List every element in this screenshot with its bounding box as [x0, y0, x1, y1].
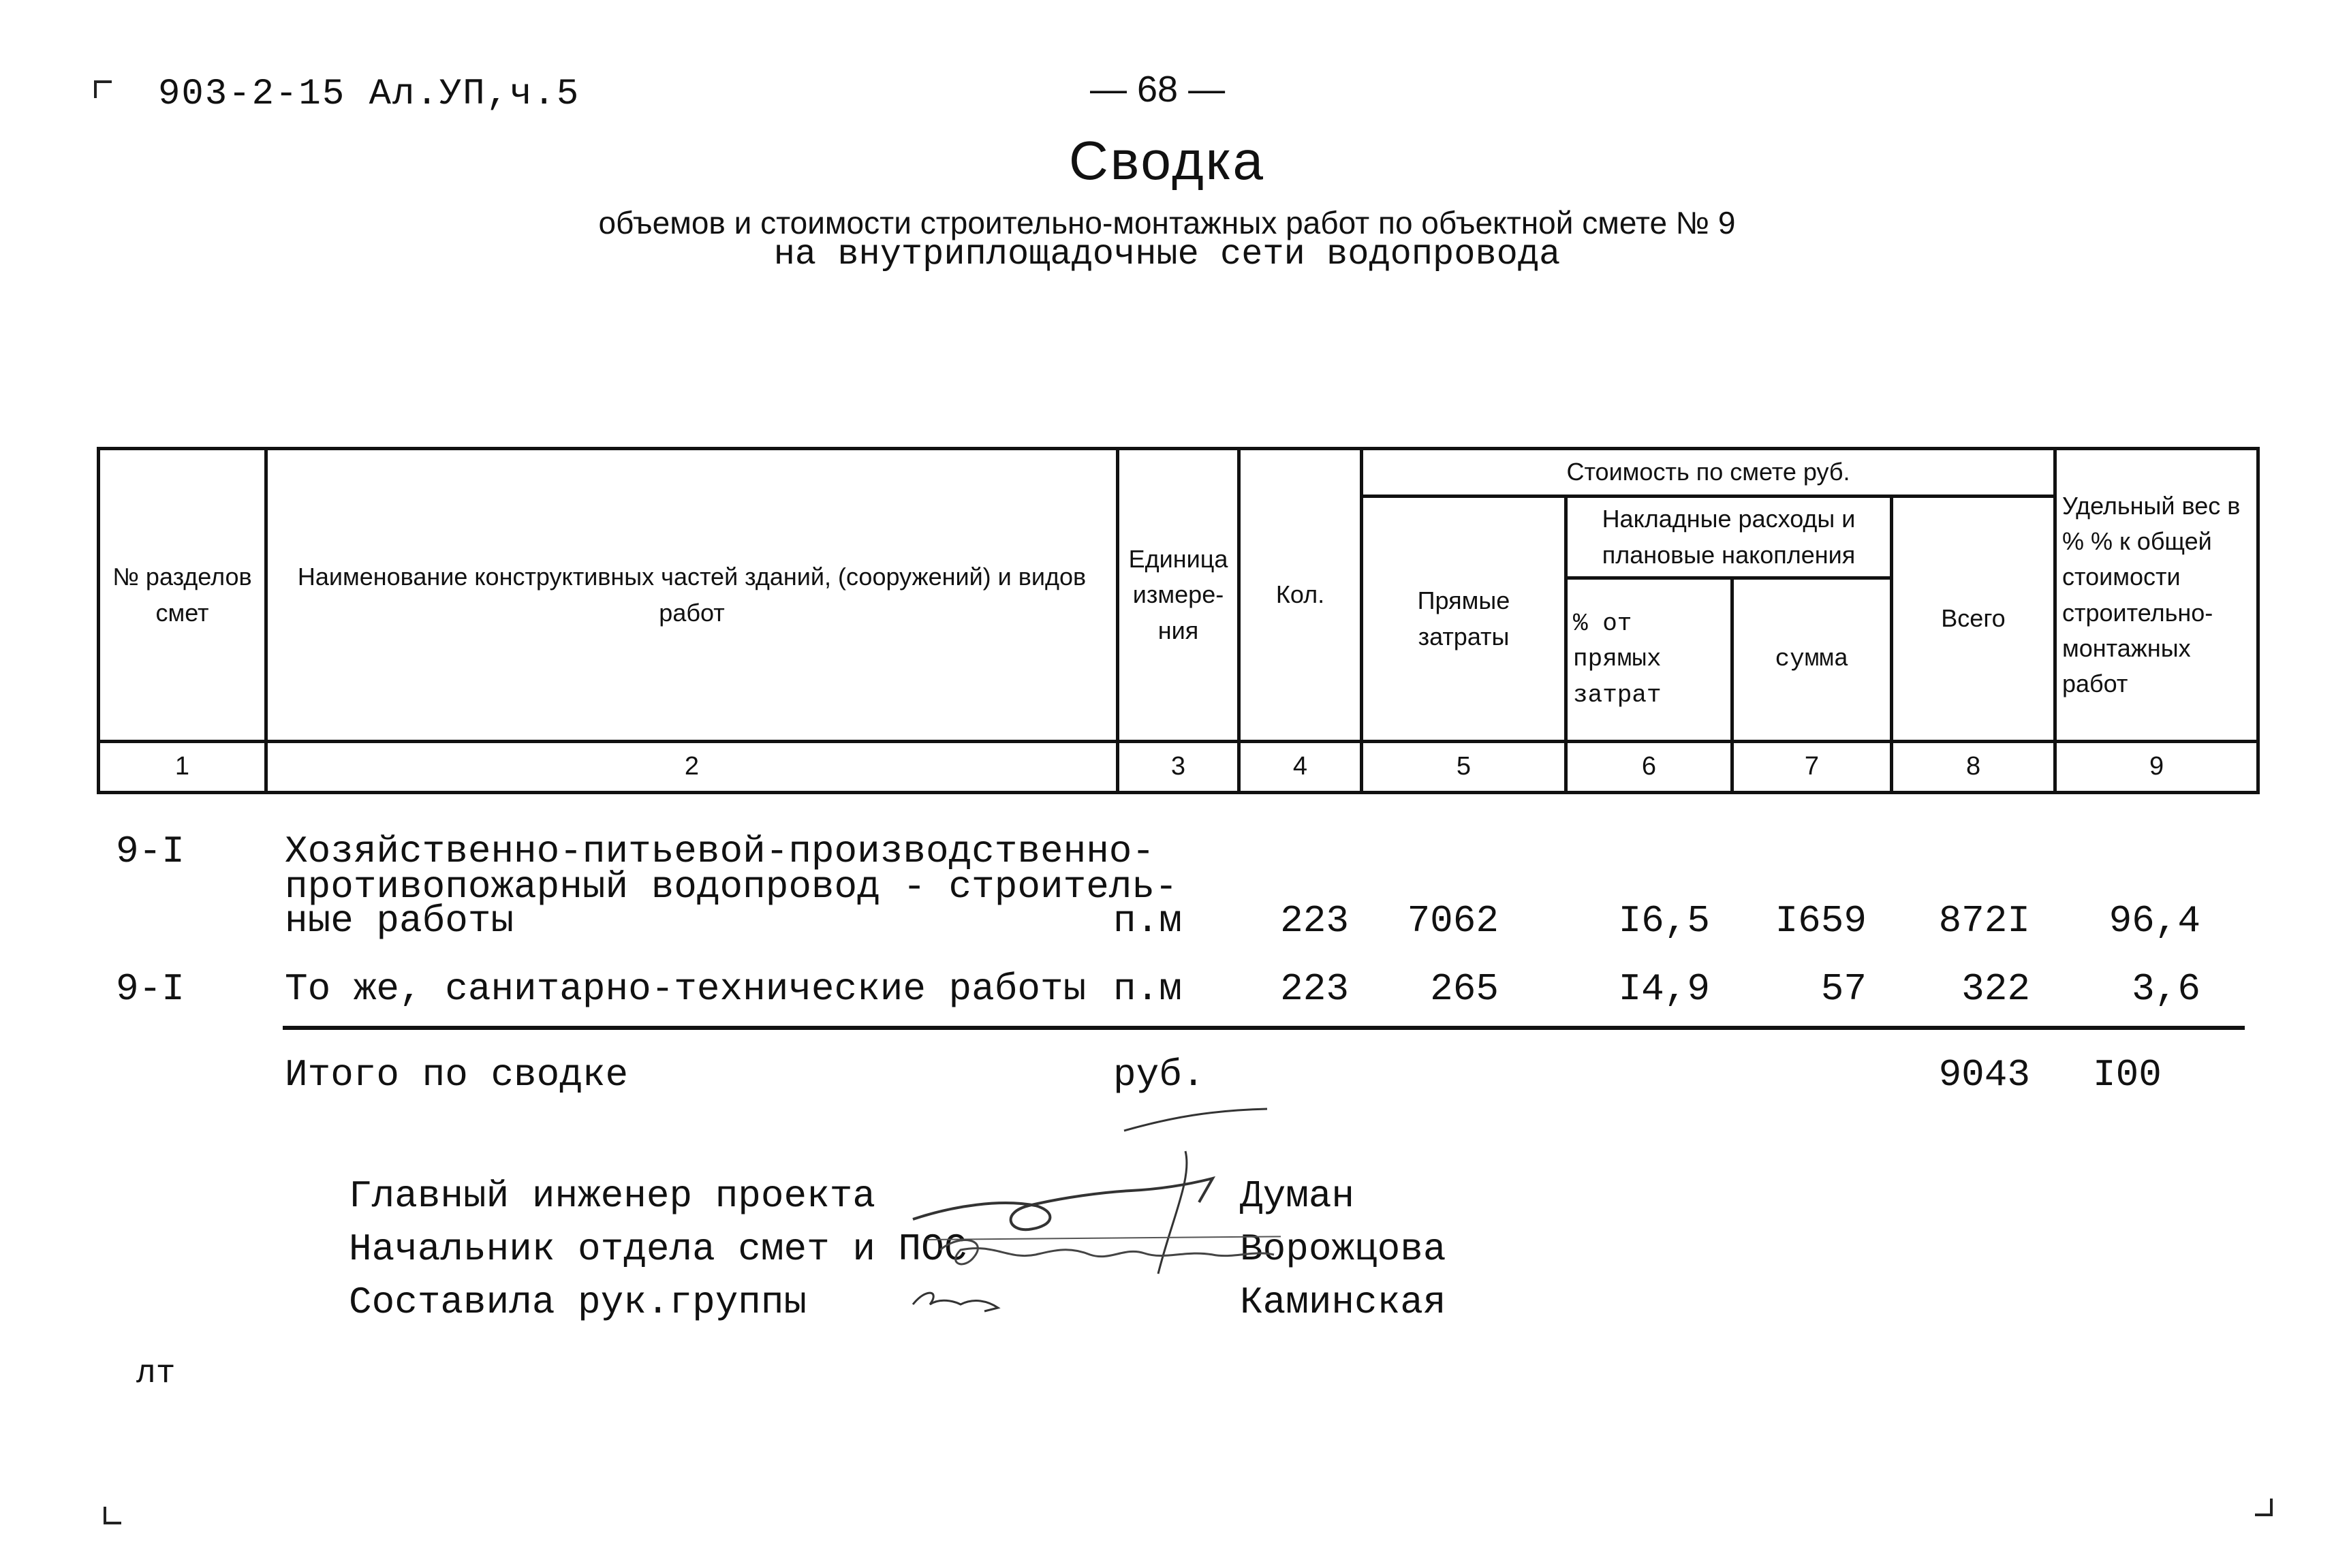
header-name: Наименование конструктивных частей зданий, (сооружений) и видов работ: [266, 449, 1118, 742]
total-divider: [283, 1026, 2245, 1030]
header-percent: % от прямых затрат: [1566, 578, 1732, 742]
page-title: Сводка: [1068, 130, 1266, 191]
signer-name: Ворожцова: [1240, 1227, 1446, 1271]
header-col-number: 3: [1118, 742, 1239, 793]
row-name: Хозяйственно-питьевой-производственно-: [285, 830, 1155, 873]
row-direct-costs: 7062: [1407, 899, 1499, 943]
page-subtitle-object: на внутриплощадочные сети водопровода: [773, 234, 1561, 275]
row-quantity: 223: [1280, 899, 1349, 943]
summary-table-header: [97, 447, 2260, 794]
header-col-number: 8: [1892, 742, 2055, 793]
page-number: — 68 —: [1090, 69, 1226, 110]
row-unit: п.м: [1113, 967, 1182, 1011]
row-quantity: 223: [1280, 967, 1349, 1011]
corner-mark-bottom-right: [2255, 1499, 2273, 1516]
row-unit: п.м: [1113, 899, 1182, 943]
row-percent: I6,5: [1618, 899, 1710, 943]
header-unit: Единица измере- ния: [1118, 449, 1239, 742]
row-name: То же, санитарно-технические работы: [285, 967, 1087, 1011]
document-code: 903-2-15 Ал.УП,ч.5: [158, 74, 580, 115]
row-sum: 57: [1820, 967, 1867, 1011]
header-col-number: 5: [1362, 742, 1566, 793]
header-overhead-group: Накладные расходы и плановые накопления: [1566, 497, 1892, 578]
header-quantity: Кол.: [1239, 449, 1362, 742]
row-weight: 3,6: [2132, 967, 2200, 1011]
row-sum: I659: [1775, 899, 1867, 943]
header-col-number: 2: [266, 742, 1118, 793]
header-direct-costs: Прямые затраты: [1362, 497, 1566, 742]
row-name: ные работы: [285, 899, 514, 943]
row-total: 322: [1961, 967, 2030, 1011]
header-col-number: 9: [2055, 742, 2258, 793]
footer-mark: лт: [136, 1355, 176, 1392]
summary-label: Итого по сводке: [285, 1053, 629, 1097]
header-section-number: № разделов смет: [99, 449, 266, 742]
header-sum: сумма: [1732, 578, 1892, 742]
row-section: 9-I: [116, 967, 185, 1011]
row-weight: 96,4: [2109, 899, 2200, 943]
header-col-number: 4: [1239, 742, 1362, 793]
page-subtitle: объемов и стоимости строительно-монтажных работ по объектной смете № 9: [598, 205, 1736, 240]
corner-mark-top-left: [94, 80, 112, 98]
header-total: Всего: [1892, 497, 2055, 742]
signer-role: Составила рук.группы: [349, 1281, 807, 1324]
signer-name: Думан: [1240, 1174, 1355, 1218]
signer-role: Начальник отдела смет и ПОС: [349, 1227, 967, 1271]
header-weight: Удельный вес в % % к общей стоимости строительно- монтажных работ: [2055, 449, 2258, 742]
summary-weight: I00: [2093, 1053, 2162, 1097]
row-section: 9-I: [116, 830, 185, 873]
row-direct-costs: 265: [1430, 967, 1499, 1011]
handwritten-signature: [899, 1103, 1281, 1321]
corner-mark-bottom-left: [104, 1507, 121, 1524]
row-percent: I4,9: [1618, 967, 1710, 1011]
signer-role: Главный инженер проекта: [349, 1174, 875, 1218]
row-name: противопожарный водопровод - строитель-: [285, 865, 1178, 909]
header-col-number: 7: [1732, 742, 1892, 793]
header-col-number: 6: [1566, 742, 1732, 793]
header-cost-group: Стоимость по смете руб.: [1362, 449, 2055, 497]
summary-unit: руб.: [1113, 1053, 1205, 1097]
header-col-number: 1: [99, 742, 266, 793]
signer-name: Каминская: [1240, 1281, 1446, 1324]
summary-total: 9043: [1938, 1053, 2030, 1097]
row-total: 872I: [1938, 899, 2030, 943]
